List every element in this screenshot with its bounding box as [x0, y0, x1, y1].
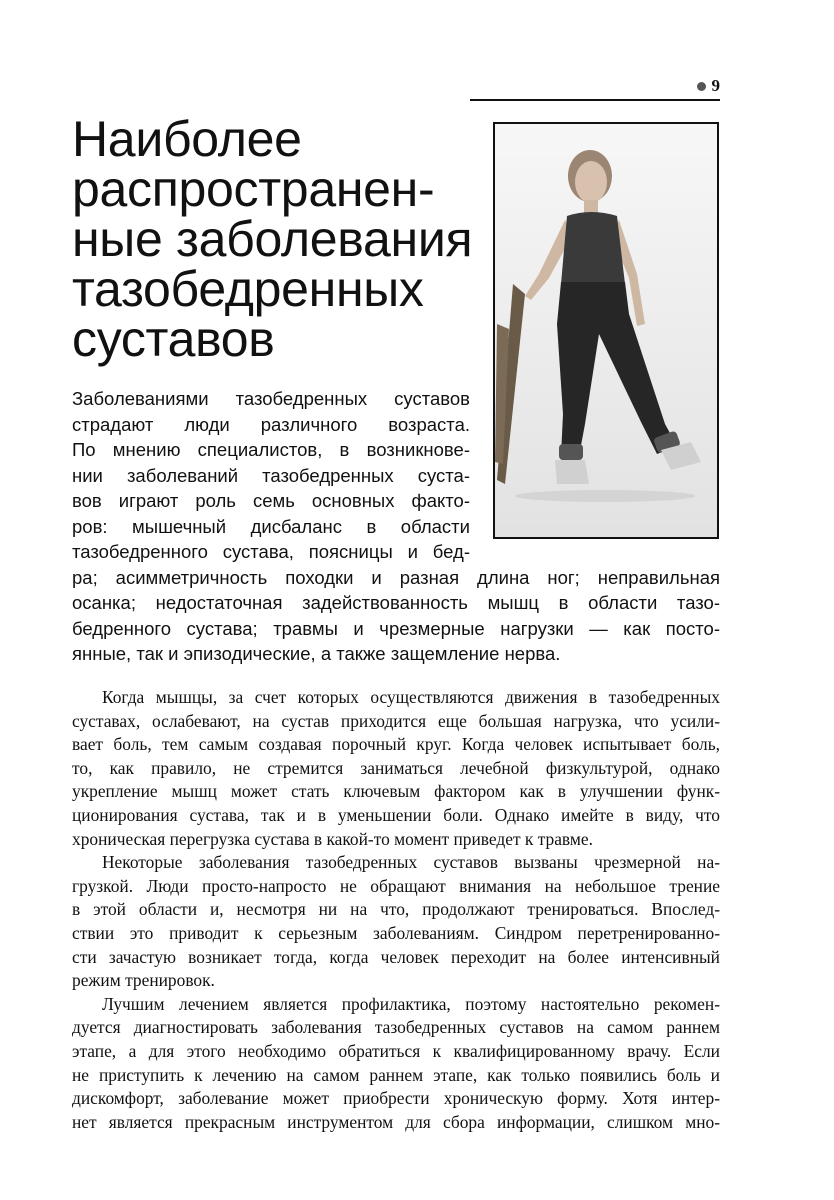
intro-line: ров: мышечный дисбаланс в области: [72, 515, 470, 537]
body-line: ствии это приводит к серьезным заболеваниям. Синдром перетренированно-: [72, 922, 720, 943]
intro-line: тазобедренного сустава, поясницы и бед-: [72, 541, 470, 562]
body-line: нет является прекрасным инструментом для сбора информации, слишком мно-: [72, 1111, 720, 1132]
intro-line: вов играют роль семь основных факто-: [72, 490, 470, 511]
body-line: дискомфорт, заболевание может приобрести хроническую форму. Хотя интер-: [72, 1088, 720, 1109]
body-line: дуется диагностировать заболевания тазобедренных суставов на самом раннем: [72, 1017, 720, 1038]
body-line: то, как правило, не стремится заниматься лечебной физкультурой, однако: [72, 757, 720, 778]
body-line: хроническая перегрузка сустава в какой-то момент приведет к травме.: [72, 828, 593, 849]
intro-line: нии заболеваний тазобедренных суста-: [72, 464, 470, 486]
body-line: Лучшим лечением является профилактика, поэтому настоятельно рекомен-: [102, 993, 720, 1014]
intro-line: осанка; недостаточная задействованность мышц в области тазо-: [72, 592, 720, 613]
body-line: укрепление мышц может стать ключевым фактором как в улучшении функ-: [72, 781, 720, 802]
intro-line: Заболеваниями тазобедренных суставов: [72, 388, 470, 409]
title-line: суставов: [72, 311, 275, 367]
body-line: суставах, ослабевают, на сустав приходится еще большая нагрузка, что усили-: [72, 710, 720, 731]
header-rule: [470, 99, 720, 101]
paragraph: [72, 993, 720, 1135]
body-line: ционирования сустава, так и в уменьшении боли. Однако имейте в виду, что: [72, 804, 720, 825]
intro-text: [72, 386, 720, 667]
intro-line: По мнению специалистов, в возникнове-: [72, 439, 470, 460]
body-line: в этой области и, несмотря ни на что, продолжают тренироваться. Впослед-: [72, 899, 720, 920]
body-line: этапе, а для этого необходимо обратиться к квалифицированному врачу. Если: [72, 1040, 720, 1061]
body-line: Когда мышцы, за счет которых осуществляются движения в тазобедренных: [102, 687, 720, 707]
intro-line: бедренного сустава; травмы и чрезмерные нагрузки — как посто-: [72, 617, 720, 639]
title-line: распространен-: [72, 161, 435, 217]
body-line: режим тренировок.: [72, 970, 215, 991]
title-line: Наиболее: [72, 111, 302, 167]
body-text: [72, 686, 720, 1134]
chapter-title: [72, 111, 487, 367]
title-line: ные заболевания: [72, 211, 473, 267]
paragraph: [72, 851, 720, 993]
body-line: сти зачастую возникает тогда, когда человек переходит на более интенсивный: [72, 946, 720, 967]
intro-line: страдают люди различного возраста.: [72, 413, 470, 435]
intro-line: янные, так и эпизодические, а также защемление нерва.: [72, 643, 561, 664]
page-number: 9: [711, 76, 720, 95]
title-line: тазобедренных: [72, 261, 424, 317]
paragraph: [72, 686, 720, 851]
body-line: вает боль, тем самым создавая порочный круг. Когда человек испытывает боль,: [72, 734, 720, 755]
intro-line: ра; асимметричность походки и разная длина ног; неправильная: [72, 566, 720, 588]
body-line: не приступить к лечению на самом раннем этапе, как только появились боль и: [72, 1064, 720, 1085]
page-number-block: [697, 76, 721, 96]
body-line: грузкой. Люди просто-напросто не обращают внимания на небольшое трение: [72, 875, 720, 896]
body-line: Некоторые заболевания тазобедренных суставов вызваны чрезмерной на-: [102, 852, 720, 873]
bullet-dot-icon: [697, 82, 706, 91]
